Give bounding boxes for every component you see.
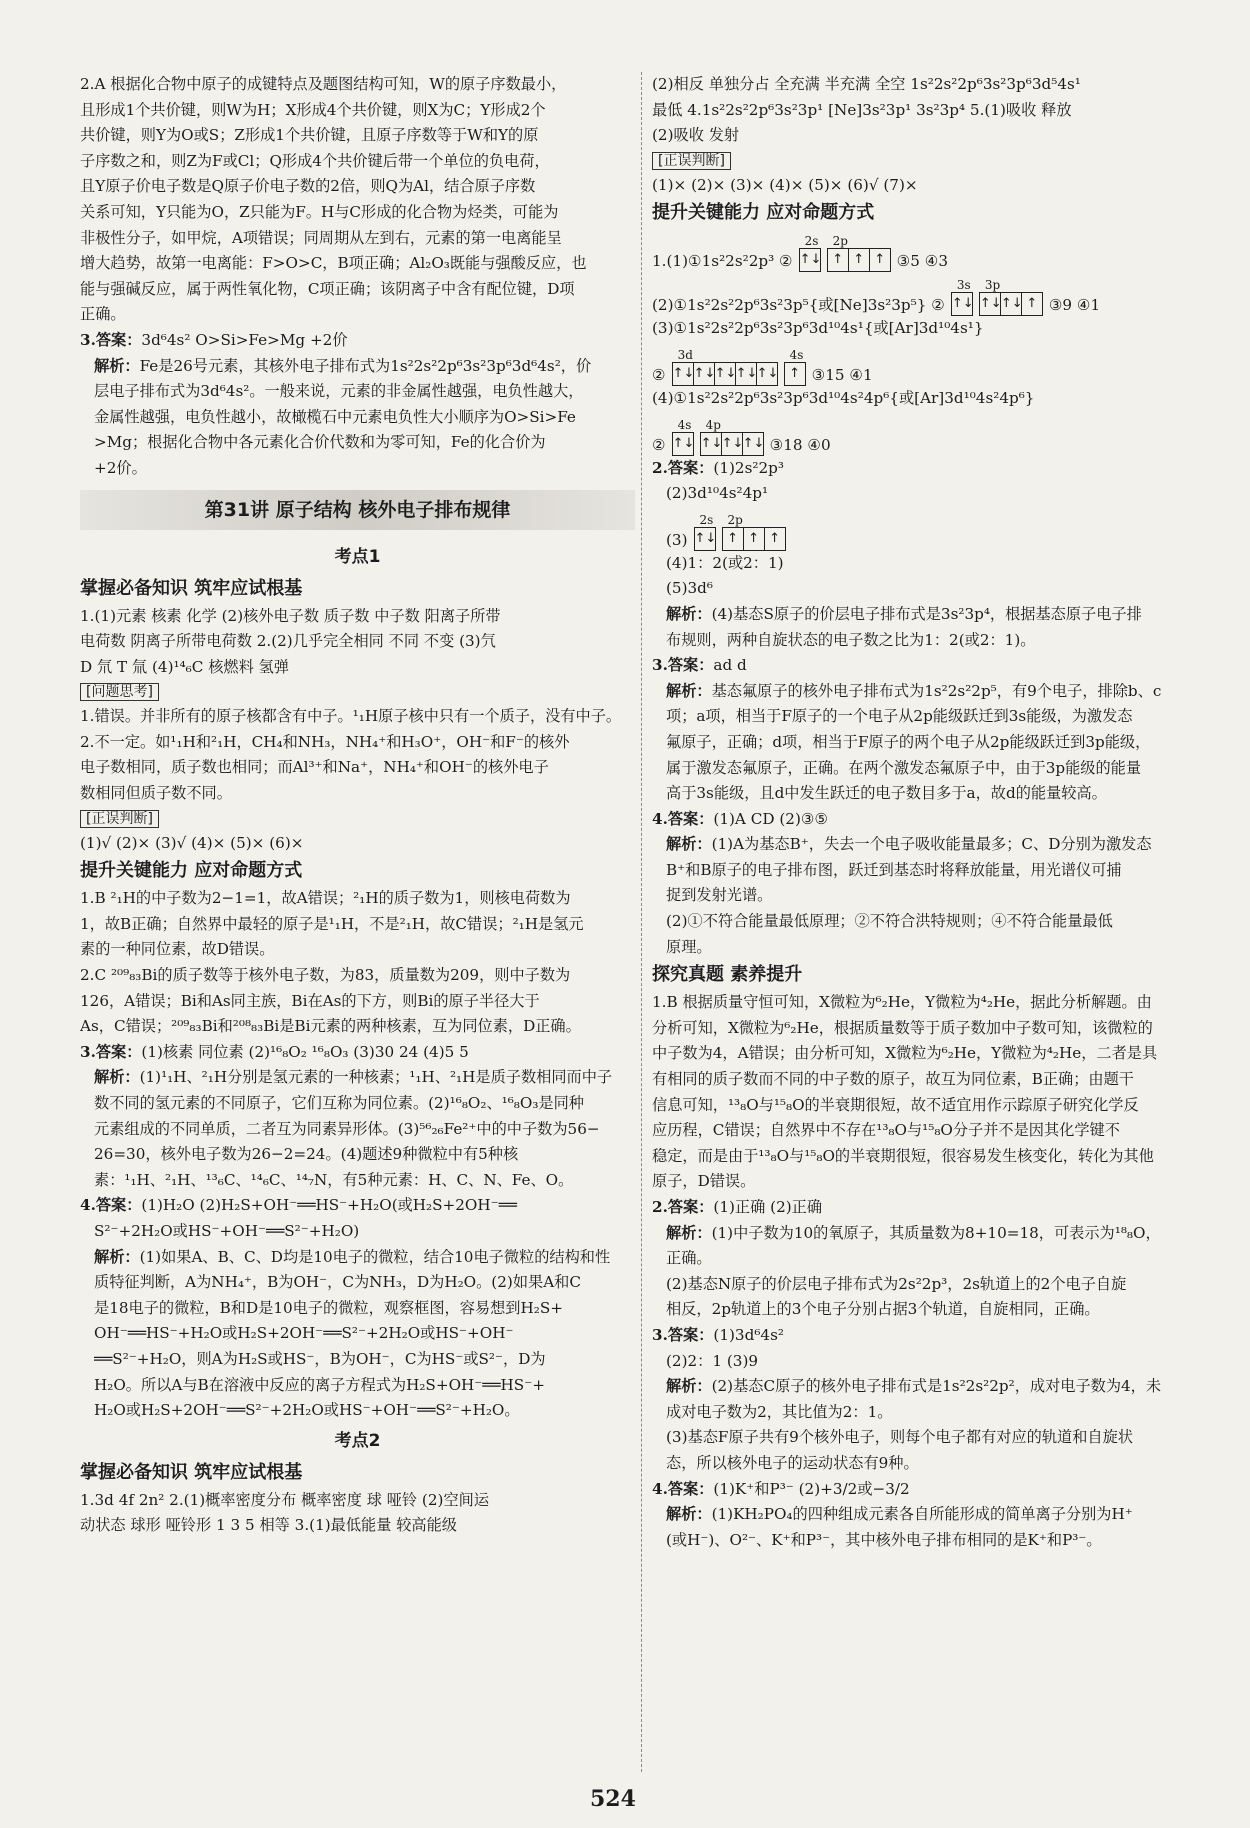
text-line: 素：¹₁H、²₁H、¹³₆C、¹⁴₆C、¹⁴₇N，有5种元素：H、C、N、Fe、O。: [94, 1170, 574, 1189]
text-line: 原理。: [666, 937, 712, 956]
orbital-4s: 4s ↑↓: [672, 418, 694, 456]
left-column: [80, 72, 635, 1539]
text-line: 解析：(2)基态C原子的核外电子排布式是1s²2s²2p²，成对电子数为4，未: [666, 1377, 1162, 1396]
text-line: 解析：(1)¹₁H、²₁H分别是氢元素的一种核素；¹₁H、²₁H是质子数相同而中子: [94, 1068, 613, 1087]
text-line: 素的一种同位素，故D错误。: [80, 940, 275, 959]
text-line: 应历程，C错误；自然界中不存在¹³₈O与¹⁵₈O分子并不是因其化学键不: [652, 1121, 1120, 1140]
true-false-tag-2: [正误判断]: [652, 149, 1172, 173]
text-line: 原子，D错误。: [652, 1172, 756, 1191]
text-line: 有相同的质子数而不同的中子数的原子，故互为同位素，B正确；由题干: [652, 1070, 1134, 1089]
q4-answer-line-2: S²⁻+2H₂O或HS⁻+OH⁻══S²⁻+H₂O): [94, 1221, 360, 1240]
text-line: 26=30，核外电子数为26−2=24。(4)题述9种微粒中有5种核: [94, 1145, 519, 1164]
text-line: 元素组成的不同单质，二者互为同素异形体。(3)⁵⁶₂₆Fe²⁺中的中子数为56−: [94, 1119, 600, 1138]
orbital-2s: 2s ↑↓: [694, 513, 716, 551]
orbital-4p: 4p ↑↓ ↑↓ ↑↓: [700, 418, 764, 456]
text-line: ══S²⁻+H₂O，则A为H₂S或HS⁻，B为OH⁻，C为HS⁻或S²⁻，D为: [94, 1349, 546, 1368]
text-line: 稳定，而是由于¹³₈O与¹⁵₈O的半衰期很短，很容易发生核变化，转化为其他: [652, 1146, 1154, 1165]
r-q4-answer: 4.答案：(1)A CD (2)③⑤: [652, 809, 829, 828]
text-line: 金属性越强，电负性越小，故橄榄石中元素电负性大小顺序为O>Si>Fe: [94, 407, 576, 426]
text-line: (或H⁻)、O²⁻、K⁺和P³⁻，其中核外电子排布相同的是K⁺和P³⁻。: [666, 1530, 1102, 1549]
q3-answer-line: [80, 328, 635, 354]
r-e3-answer: 3.答案：(1)3d⁶4s²: [652, 1325, 784, 1344]
analysis-label: 解析：: [666, 604, 712, 623]
text-line: 分析可知，X微粒为⁶₂He，根据质量数等于质子数加中子数可知，该微粒的: [652, 1018, 1153, 1037]
analysis-label: 解析：: [666, 681, 712, 700]
text-line: 子序数之和，则Z为F或Cl；Q形成4个共价键后带一个单位的负电荷，: [80, 151, 550, 170]
text-line: >Mg；根据化合物中各元素化合价代数和为零可知，Fe的化合价为: [94, 433, 546, 452]
analysis-label: 解析：: [666, 1505, 712, 1524]
text-line: (2)吸收 发射: [652, 126, 740, 145]
text-line: 解析：(1)KH₂PO₄的四种组成元素各自所能形成的简单离子分别为H⁺: [666, 1505, 1133, 1524]
r-q3-analysis: [652, 679, 1172, 807]
text-line: 高于3s能级，且d中发生跃迁的电子数目多于a，故d的能量较高。: [666, 784, 1107, 803]
text-line: 解析：(1)如果A、B、C、D均是10电子的微粒，结合10电子微粒的结构和性: [94, 1247, 611, 1266]
text-line: 氟原子，正确；d项，相当于F原子的两个电子从2p能级跃迁到3p能级，: [666, 732, 1151, 751]
r-e3-a2: (2)2：1 (3)9: [666, 1351, 759, 1370]
q3b-answer-line: 3.答案：(1)核素 同位素 (2)¹⁶₈O₂ ¹⁶₈O₃ (3)30 24 (4)5 5: [80, 1042, 469, 1061]
text-line: 成对电子数为2，其比值为2：1。: [666, 1402, 893, 1421]
text-line: 解析：(1)中子数为10的氧原子，其质量数为8+10=18，可表示为¹⁸₈O，: [666, 1223, 1161, 1242]
text-line: OH⁻══HS⁻+H₂O或H₂S+2OH⁻══S²⁻+2H₂O或HS⁻+OH⁻: [94, 1324, 514, 1343]
orbital-row-4: ② 4s ↑↓ 4p ↑↓ ↑↓ ↑↓ ③18 ④0: [652, 417, 831, 454]
orbital-row-1: 1.(1)①1s²2s²2p³ ② 2s ↑↓ 2p ↑ ↑ ↑ ③5 ④3: [652, 234, 949, 271]
section-explore: 探究真题 素养提升: [652, 964, 803, 986]
text-line: (3)基态F原子共有9个核外电子，则每个电子都有对应的轨道和自旋状: [666, 1428, 1133, 1447]
true-false-answers: (1)√ (2)× (3)√ (4)× (5)× (6)×: [80, 833, 304, 852]
text-line: 解析：(1)A为基态B⁺，失去一个电子吸收能量最多；C、D分别为激发态: [666, 835, 1152, 854]
improve-ability-answers: [80, 886, 635, 1040]
text-line: 2.A 根据化合物中原子的成键特点及题图结构可知，W的原子序数最小，: [80, 75, 567, 93]
text-line: 电荷数 阴离子所带电荷数 2.(2)几乎完全相同 不同 不变 (3)氕: [80, 632, 496, 651]
text-line: 1，故B正确；自然界中最轻的原子是¹₁H，不是²₁H，故C错误；²₁H是氢元: [80, 914, 584, 933]
right-column: [652, 72, 1172, 1553]
text-line: As，C错误；²⁰⁹₈₃Bi和²⁰⁸₈₃Bi是Bi元素的两种核素，互为同位素，D正确。: [80, 1017, 581, 1036]
r-q2-answer: 2.答案：(1)2s²2p³: [652, 458, 784, 477]
orbital-3d: 3d ↑↓ ↑↓ ↑↓ ↑↓ ↑↓: [672, 348, 778, 386]
kaodian-2-title: 考点2: [334, 1430, 381, 1451]
r-e4-analysis: [652, 1502, 1172, 1553]
text-line: 数相同但质子数不同。: [80, 784, 232, 803]
orbital-3p: 3p ↑↓ ↑↓ ↑: [979, 278, 1043, 316]
text-line: 1.错误。并非所有的原子核都含有中子。¹₁H原子核中只有一个质子，没有中子。: [80, 707, 622, 726]
orbital-box: ↑ ↑ ↑: [827, 248, 891, 272]
orbital-row-2: (2)①1s²2s²2p⁶3s²3p⁵{或[Ne]3s²3p⁵} ② 3s ↑↓ 3p ↑↓ ↑↓ ↑ ③9 ④1: [652, 278, 1101, 315]
true-false-answers-2: (1)× (2)× (3)× (4)× (5)× (6)√ (7)×: [652, 175, 918, 194]
master-knowledge-answers-2: [80, 1488, 635, 1539]
text-line: 1.B 根据质量守恒可知，X微粒为⁶₂He，Y微粒为⁴₂He，据此分析解题。由: [652, 993, 1152, 1012]
analysis-label: 解析：: [666, 1377, 712, 1396]
r-e3-analysis: [652, 1374, 1172, 1476]
text-line: 且Y原子价电子数是Q原子价电子数的2倍，则Q为Al，结合原子序数: [80, 177, 536, 196]
text-line: H₂O或H₂S+2OH⁻══S²⁻+2H₂O或HS⁻+OH⁻══S²⁻+H₂O。: [94, 1401, 520, 1420]
text-line: 增大趋势，故第一电离能：F>O>C，B项正确；Al₂O₃既能与强酸反应，也: [80, 254, 587, 273]
text-line: 且形成1个共价键，则W为H；X形成4个共价键，则X为C；Y形成2个: [80, 100, 546, 119]
orbital-box: ↑↓ ↑↓ ↑: [979, 292, 1043, 316]
section-improve-ability: 提升关键能力 应对命题方式: [80, 860, 303, 882]
column-divider: [641, 72, 642, 1772]
master-knowledge-answers: [80, 604, 635, 681]
r-e4-answer: 4.答案：(1)K⁺和P³⁻ (2)+3/2或−3/2: [652, 1479, 910, 1498]
text-line: 动状态 球形 哑铃形 1 3 5 相等 3.(1)最低能量 较高能级: [80, 1516, 457, 1535]
analysis-label: 解析：: [94, 1247, 140, 1266]
orbital-row-3: ② 3d ↑↓ ↑↓ ↑↓ ↑↓ ↑↓ 4s ↑ ③15 ④1: [652, 347, 873, 384]
text-line: 1.B ²₁H的中子数为2−1=1，故A错误；²₁H的质子数为1，则核电荷数为: [80, 889, 571, 908]
text-line: 最低 4.1s²2s²2p⁶3s²3p¹ [Ne]3s²3p¹ 3s²3p⁴ 5.(1)吸收 释放: [652, 100, 1072, 119]
analysis-label: 解析：: [94, 356, 140, 375]
text-line: 正确。: [666, 1249, 712, 1268]
analysis-label: 解析：: [666, 835, 712, 854]
text-line: 能与强碱反应，属于两性氧化物，C项正确；该阴离子中含有配位键，D项: [80, 279, 575, 298]
text-line: D 氘 T 氚 (4)¹⁴₆C 核燃料 氢弹: [80, 657, 289, 676]
text-line: (2)①不符合能量最低原理；②不符合洪特规则；④不符合能量最低: [666, 912, 1113, 931]
text-line: H₂O。所以A与B在溶液中反应的离子方程式为H₂S+OH⁻══HS⁻+: [94, 1375, 545, 1394]
text-line: 中子数为4，A错误；由分析可知，X微粒为⁶₂He，Y微粒为⁴₂He，二者是具: [652, 1044, 1158, 1063]
text-line: 126，A错误；Bi和As同主族，Bi在As的下方，则Bi的原子半径大于: [80, 991, 540, 1010]
text-line: 1.(1)元素 核素 化学 (2)核外电子数 质子数 中子数 阳离子所带: [80, 606, 501, 625]
text-line: 数不同的氢元素的不同原子，它们互称为同位素。(2)¹⁶₈O₂、¹⁶₈O₃是同种: [94, 1094, 584, 1112]
r-q2-a4: (4)1：2(或2：1): [666, 553, 784, 572]
text-line: 关系可知，Y只能为O，Z只能为F。H与C形成的化合物为烃类，可能为: [80, 202, 559, 221]
orbital-box: ↑↓: [799, 248, 821, 272]
text-line: 电子数相同，质子数也相同；而Al³⁺和Na⁺，NH₄⁺和OH⁻的核外电子: [80, 758, 549, 777]
answer-text: 3d⁶4s² O>Si>Fe>Mg +2价: [141, 330, 348, 349]
r-e2-answer: 2.答案：(1)正确 (2)正确: [652, 1198, 823, 1216]
text-line: 态，所以核外电子的运动状态有9种。: [666, 1453, 919, 1472]
text-line: (2)相反 单独分占 全充满 半充满 全空 1s²2s²2p⁶3s²3p⁶3d⁵4s¹: [652, 75, 1081, 93]
orbital-box: ↑ ↑ ↑: [722, 527, 786, 551]
text-line: 是18电子的微粒，B和D是10电子的微粒，观察框图，容易想到H₂S+: [94, 1298, 563, 1317]
q4-answer-line: 4.答案：(1)H₂O (2)H₂S+OH⁻══HS⁻+H₂O(或H₂S+2OH⁻══: [80, 1196, 517, 1215]
text-line: 布规则，两种自旋状态的电子数之比为1：2(或2：1)。: [666, 630, 1036, 649]
explore-answers: [652, 990, 1172, 1195]
text-line: (2)基态N原子的价层电子排布式为2s²2p³，2s轨道上的2个电子自旋: [666, 1274, 1127, 1293]
orbital-box: ↑↓ ↑↓ ↑↓: [700, 432, 764, 456]
r-q4-analysis: [652, 832, 1172, 960]
r-e2-analysis: [652, 1221, 1172, 1323]
text-line: 2.C ²⁰⁹₈₃Bi的质子数等于核外电子数，为83，质量数为209，则中子数为: [80, 966, 571, 985]
section-master-knowledge-2: 掌握必备知识 筑牢应试根基: [80, 1461, 303, 1483]
orbital-3s: 3s ↑↓: [951, 278, 973, 316]
q4-analysis: [80, 1245, 635, 1424]
analysis-label: 解析：: [666, 1223, 712, 1242]
text-line: 解析：(4)基态S原子的价层电子排布式是3s²3p⁴，根据基态原子电子排: [666, 604, 1142, 623]
config-line-3: (3)①1s²2s²2p⁶3s²3p⁶3d¹⁰4s¹{或[Ar]3d¹⁰4s¹}: [652, 319, 984, 338]
text-line: 项；a项，相当于F原子的一个电子从2p能级跃迁到3s能级，为激发态: [666, 707, 1133, 726]
text-line: 解析：Fe是26号元素，其核外电子排布式为1s²2s²2p⁶3s²3p⁶3d⁶4s²，价: [94, 356, 592, 375]
question-thinking-answers: [80, 704, 635, 806]
text-line: 捉到发射光谱。: [666, 886, 773, 905]
config-line-4: (4)①1s²2s²2p⁶3s²3p⁶3d¹⁰4s²4p⁶{或[Ar]3d¹⁰4s²4p⁶}: [652, 388, 1035, 407]
section-improve-ability-2: 提升关键能力 应对命题方式: [652, 202, 875, 224]
text-line: 相反，2p轨道上的3个电子分别占据3个轨道，自旋相同，正确。: [666, 1300, 1100, 1319]
text-line: 正确。: [80, 305, 126, 324]
r-q2-a3: (3) 2s ↑↓ 2p ↑ ↑ ↑: [652, 507, 1172, 551]
analysis-label: 解析：: [94, 1068, 140, 1087]
orbital-2p: 2p ↑ ↑ ↑: [722, 513, 786, 551]
orbital-box: ↑↓: [672, 432, 694, 456]
q2-explanation: [80, 72, 635, 328]
answer-label: 3.答案：: [80, 330, 142, 349]
orbital-4s: 4s ↑: [784, 348, 806, 386]
text-line: 1.3d 4f 2n² 2.(1)概率密度分布 概率密度 球 哑铃 (2)空间运: [80, 1490, 490, 1509]
orbital-box: ↑: [784, 362, 806, 386]
text-line: 解析：基态氟原子的核外电子排布式为1s²2s²2p⁵，有9个电子，排除b、c: [666, 681, 1162, 700]
q3-analysis: [80, 354, 635, 482]
r-q2-analysis: [652, 602, 1172, 653]
text-line: 层电子排布式为3d⁶4s²。一般来说，元素的非金属性越强，电负性越大，: [94, 382, 584, 401]
orbital-box: ↑↓: [951, 292, 973, 316]
text-line: 质特征判断，A为NH₄⁺，B为OH⁻，C为NH₃，D为H₂O。(2)如果A和C: [94, 1273, 581, 1292]
text-line: +2价。: [94, 458, 147, 477]
q3b-analysis: [80, 1065, 635, 1193]
text-line: B⁺和B原子的电子排布图，跃迁到基态时将释放能量，用光谱仪可捕: [666, 860, 1122, 879]
section-master-knowledge: 掌握必备知识 筑牢应试根基: [80, 577, 303, 599]
orbital-box: ↑↓ ↑↓ ↑↓ ↑↓ ↑↓: [672, 362, 778, 386]
kaodian-2-continued: [652, 72, 1172, 149]
r-q2-a5: (5)3d⁶: [666, 579, 713, 598]
text-line: 2.不一定。如¹₁H和²₁H，CH₄和NH₃，NH₄⁺和H₃O⁺，OH⁻和F⁻的核外: [80, 732, 570, 751]
question-thinking-tag: [问题思考]: [80, 680, 635, 704]
true-false-tag: [正误判断]: [80, 807, 635, 831]
text-line: 非极性分子，如甲烷，A项错误；同周期从左到右，元素的第一电离能呈: [80, 228, 562, 247]
page-number: 524: [590, 1786, 636, 1812]
r-q3-answer: 3.答案：ad d: [652, 656, 747, 675]
orbital-2p: 2p ↑ ↑ ↑: [827, 234, 891, 272]
lecture-title: 第31讲 原子结构 核外电子排布规律: [80, 490, 635, 530]
text-line: 属于激发态氟原子，正确。在两个激发态氟原子中，由于3p能级的能量: [666, 758, 1142, 777]
text-line: 共价键，则Y为O或S；Z形成1个共价键，且原子序数等于W和Y的原: [80, 126, 539, 145]
orbital-2s: 2s ↑↓: [799, 234, 821, 272]
r-q2-a2: (2)3d¹⁰4s²4p¹: [666, 484, 769, 503]
text-line: 信息可知，¹³₈O与¹⁵₈O的半衰期很短，故不适宜用作示踪原子研究化学反: [652, 1095, 1139, 1114]
kaodian-1-title: 考点1: [334, 546, 381, 567]
orbital-box: ↑↓: [694, 527, 716, 551]
